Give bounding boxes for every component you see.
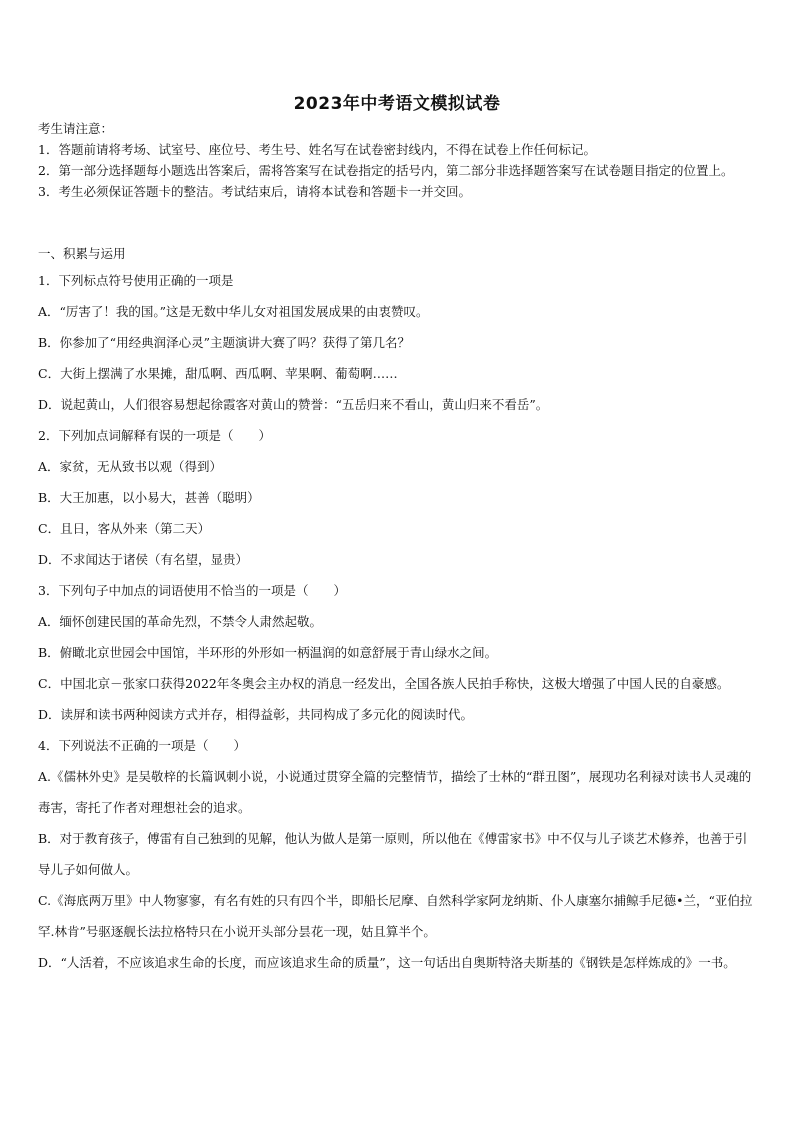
notice-item: 1．答题前请将考场、试室号、座位号、考生号、姓名写在试卷密封线内，不得在试卷上作任何标记。 (38, 142, 596, 157)
option-a: A.《儒林外史》是吴敬梓的长篇讽刺小说，小说通过贯穿全篇的完整情节，描绘了士林的“群丑图”，展现功名利禄对读书人灵魂的毒害，寄托了作者对理想社会的追求。 (38, 769, 752, 815)
question-section (38, 243, 756, 978)
question-3 (38, 575, 756, 730)
option-c: C．中国北京－张家口获得2022年冬奥会主办权的消息一经发出，全国各族人民拍手称快，这极大增强了中国人民的自豪感。 (38, 676, 730, 691)
notice-item: 2．第一部分选择题每小题选出答案后，需将答案写在试卷指定的括号内，第二部分非选择题答案写在试卷题目指定的位置上。 (38, 163, 734, 178)
option-c: C.《海底两万里》中人物寥寥，有名有姓的只有四个半，即船长尼摩、自然科学家阿龙纳斯、仆人康塞尔捕鲸手尼德•兰，“亚伯拉罕.林肯”号驱逐舰长法拉格特只在小说开头部分昙花一现，姑且算半个。 (38, 893, 753, 939)
option-b: B．大王加惠，以小易大，甚善（聪明） (38, 490, 260, 505)
option-a: A．“厉害了！我的国。”这是无数中华儿女对祖国发展成果的由衷赞叹。 (38, 304, 429, 319)
option-d: D．读屏和读书两种阅读方式并存，相得益彰，共同构成了多元化的阅读时代。 (38, 707, 474, 722)
question-stem: 4．下列说法不正确的一项是（ ） (38, 738, 246, 753)
option-d: D．不求闻达于诸侯（有名望，显贵） (38, 552, 249, 567)
option-b: B．你参加了“用经典润泽心灵”主题演讲大赛了吗？获得了第几名？ (38, 335, 410, 350)
question-1 (38, 265, 756, 420)
option-a: A．家贫，无从致书以观（得到） (38, 459, 223, 474)
option-a: A．缅怀创建民国的革命先烈，不禁令人肃然起敬。 (38, 614, 323, 629)
section-heading: 一、积累与运用 (38, 246, 126, 261)
question-stem: 2．下列加点词解释有误的一项是（ ） (38, 428, 271, 443)
notice-heading: 考生请注意： (38, 121, 114, 136)
question-stem: 1．下列标点符号使用正确的一项是 (38, 273, 234, 288)
question-2 (38, 420, 756, 575)
notice-item: 3．考生必须保证答题卡的整洁。考试结束后，请将本试卷和答题卡一并交回。 (38, 184, 471, 199)
option-d: D．“人活着，不应该追求生命的长度，而应该追求生命的质量”，这一句话出自奥斯特洛夫斯基的《钢铁是怎样炼成的》一书。 (38, 955, 736, 970)
page-title: 2023年中考语文模拟试卷 (293, 94, 501, 114)
question-4 (38, 730, 756, 978)
exam-notice (38, 118, 756, 202)
option-b: B．俯瞰北京世园会中国馆，半环形的外形如一柄温润的如意舒展于青山绿水之间。 (38, 645, 498, 660)
option-c: C．大街上摆满了水果摊，甜瓜啊、西瓜啊、苹果啊、葡萄啊…… (38, 366, 398, 381)
option-c: C．且日，客从外来（第二天） (38, 521, 211, 536)
option-d: D．说起黄山，人们很容易想起徐霞客对黄山的赞誉：“五岳归来不看山，黄山归来不看岳”。 (38, 397, 549, 412)
question-stem: 3．下列句子中加点的词语使用不恰当的一项是（ ） (38, 583, 346, 598)
option-b: B．对于教育孩子，傅雷有自己独到的见解，他认为做人是第一原则，所以他在《傅雷家书》中不仅与儿子谈艺术修养，也善于引导儿子如何做人。 (38, 831, 748, 877)
